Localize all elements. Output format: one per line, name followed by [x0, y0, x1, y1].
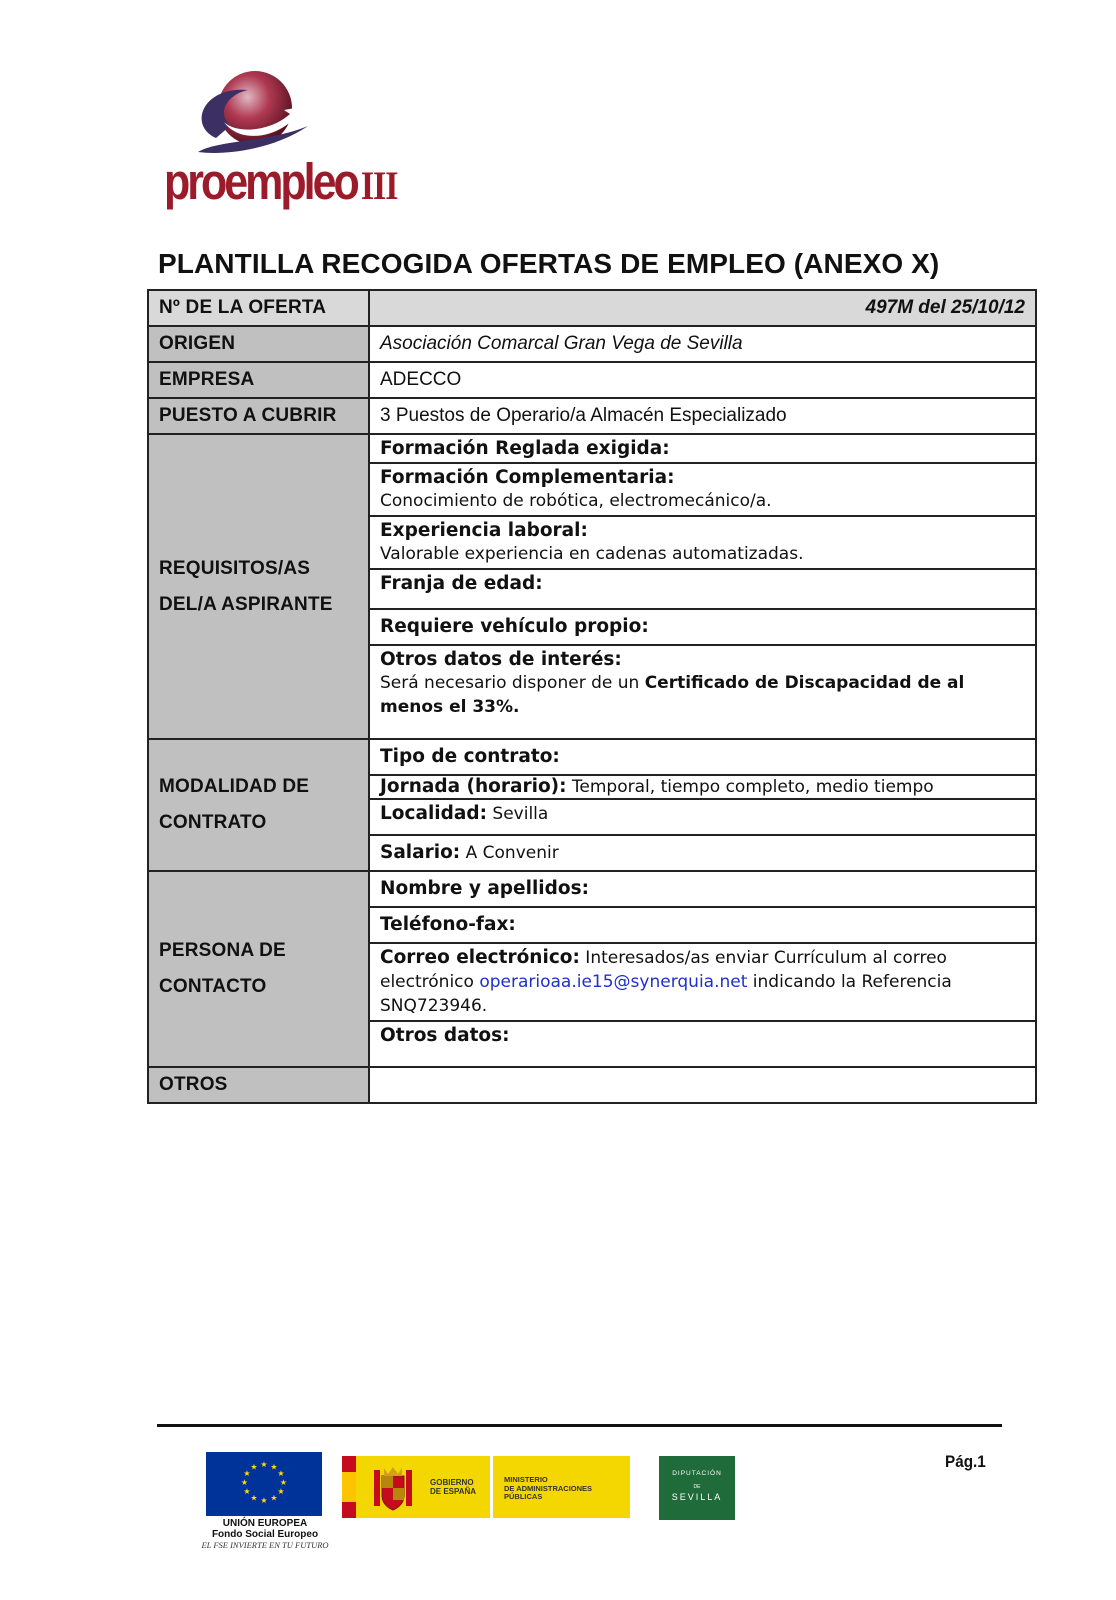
proempleo-logo [158, 68, 398, 211]
logo-brand-text: proempleo [164, 154, 357, 211]
document-title: PLANTILLA RECOGIDA OFERTAS DE EMPLEO (ANEXO X) [158, 248, 940, 279]
label-contract-line2: CONTRATO [159, 812, 267, 833]
schedule-field [369, 775, 1036, 799]
row-position [148, 398, 1036, 434]
email-text-after: indicando la Referencia SNQ723946. [380, 972, 952, 1016]
label-contract [148, 739, 369, 871]
phone-fax-field [369, 907, 1036, 943]
svg-text:★: ★ [243, 1469, 251, 1478]
sevilla-logo-top: DIPUTACIÓN [672, 1470, 722, 1477]
svg-text:★: ★ [277, 1487, 285, 1496]
email-heading: Correo electrónico: [380, 947, 580, 968]
proempleo-swoosh-icon [158, 68, 358, 158]
label-requirements-line1: REQUISITOS/AS [159, 557, 311, 579]
eu-caption-line1: UNIÓN EUROPEA [222, 1518, 308, 1529]
proempleo-wordmark [164, 154, 398, 212]
row-contract-type [148, 739, 1036, 775]
contact-name-heading: Nombre y apellidos: [380, 878, 589, 899]
eu-flag-icon [206, 1452, 322, 1516]
row-formal-training [148, 434, 1036, 463]
own-vehicle-field [369, 609, 1036, 645]
salary-text: A Convenir [460, 843, 559, 863]
spain-flag-icon [342, 1456, 356, 1518]
svg-text:★: ★ [250, 1462, 258, 1472]
formal-training-field [369, 434, 1036, 463]
label-offer-number: Nº DE LA OFERTA [148, 290, 369, 326]
svg-text:★: ★ [250, 1493, 258, 1503]
job-offer-form [147, 289, 1037, 1104]
others-value [369, 1067, 1036, 1103]
logo-roman-text: III [360, 164, 398, 209]
complementary-training-heading: Formación Complementaria: [380, 467, 675, 488]
svg-text:★: ★ [260, 1496, 268, 1505]
label-others: OTROS [148, 1067, 369, 1103]
age-range-field [369, 569, 1036, 609]
gobierno-text: GOBIERNO DE ESPAÑA [430, 1478, 477, 1496]
phone-fax-heading: Teléfono-fax: [380, 914, 516, 935]
gov-logo-separator [490, 1456, 493, 1518]
schedule-text: Temporal, tiempo completo, medio tiempo [566, 777, 934, 797]
label-contract-line1: MODALIDAD DE [159, 776, 310, 797]
svg-text:★: ★ [260, 1460, 268, 1469]
label-contact [148, 871, 369, 1067]
eu-caption-line3: EL FSE INVIERTE EN TU FUTURO [201, 1540, 329, 1550]
email-field [369, 943, 1036, 1021]
row-offer-number [148, 290, 1036, 326]
diputacion-sevilla-logo [659, 1456, 735, 1520]
salary-field [369, 835, 1036, 871]
contact-name-field [369, 871, 1036, 907]
work-experience-text: Valorable experiencia en cadenas automatizadas. [380, 544, 804, 564]
svg-text:★: ★ [270, 1493, 278, 1503]
sevilla-logo-mid: DE [693, 1484, 701, 1490]
svg-text:★: ★ [270, 1462, 278, 1472]
email-address-link[interactable]: operarioaa.ie15@synerquia.net [479, 972, 748, 992]
contract-type-heading: Tipo de contrato: [380, 746, 560, 767]
complementary-training-text: Conocimiento de robótica, electromecánico/a. [380, 491, 772, 511]
age-range-heading: Franja de edad: [380, 573, 543, 594]
label-origin: ORIGEN [148, 326, 369, 362]
svg-text:★: ★ [279, 1478, 288, 1487]
svg-text:★: ★ [243, 1487, 251, 1496]
page-number: Pág.1 [945, 1452, 986, 1471]
location-text: Sevilla [487, 804, 549, 824]
spanish-government-logo [342, 1456, 630, 1518]
eu-caption-line2: Fondo Social Europeo [211, 1529, 319, 1540]
salary-heading: Salario: [380, 842, 461, 863]
other-interest-field [369, 645, 1036, 739]
location-heading: Localidad: [380, 803, 487, 824]
complementary-training-field [369, 463, 1036, 516]
label-contact-line2: CONTACTO [159, 976, 267, 997]
schedule-heading: Jornada (horario): [380, 776, 567, 797]
contract-type-field [369, 739, 1036, 775]
formal-training-heading: Formación Reglada exigida: [380, 438, 670, 459]
email-text-before: Interesados/as enviar Currículum al correo electrónico [380, 948, 947, 992]
sevilla-logo-bottom: SEVILLA [671, 1492, 723, 1502]
other-interest-heading: Otros datos de interés: [380, 649, 622, 670]
svg-text:★: ★ [240, 1478, 249, 1487]
label-requirements-line2: DEL/A ASPIRANTE [159, 593, 333, 615]
label-requirements [148, 434, 369, 739]
ministerio-text: MINISTERIO DE ADMINISTRACIONES PÚBLICAS [504, 1475, 593, 1501]
work-experience-heading: Experiencia laboral: [380, 520, 588, 541]
location-field [369, 799, 1036, 835]
svg-text:★: ★ [277, 1469, 285, 1478]
origin-value: Asociación Comarcal Gran Vega de Sevilla [369, 326, 1036, 362]
row-origin [148, 326, 1036, 362]
offer-number-value: 497M del 25/10/12 [369, 290, 1036, 326]
coat-of-arms-icon [370, 1464, 416, 1512]
row-others [148, 1067, 1036, 1103]
company-value: ADECCO [369, 362, 1036, 398]
label-position: PUESTO A CUBRIR [148, 398, 369, 434]
footer-divider [157, 1424, 1002, 1427]
eu-caption [190, 1518, 340, 1551]
position-value: 3 Puestos de Operario/a Almacén Especializado [369, 398, 1036, 434]
disability-certificate-text: Certificado de Discapacidad de al menos el 33%. [380, 673, 965, 717]
row-company [148, 362, 1036, 398]
label-contact-line1: PERSONA DE [159, 940, 286, 961]
contact-other-heading: Otros datos: [380, 1025, 510, 1046]
work-experience-field [369, 516, 1036, 569]
contact-other-field [369, 1021, 1036, 1067]
own-vehicle-heading: Requiere vehículo propio: [380, 616, 649, 637]
row-contact-name [148, 871, 1036, 907]
label-company: EMPRESA [148, 362, 369, 398]
other-interest-text: Será necesario disponer de un [380, 673, 645, 693]
